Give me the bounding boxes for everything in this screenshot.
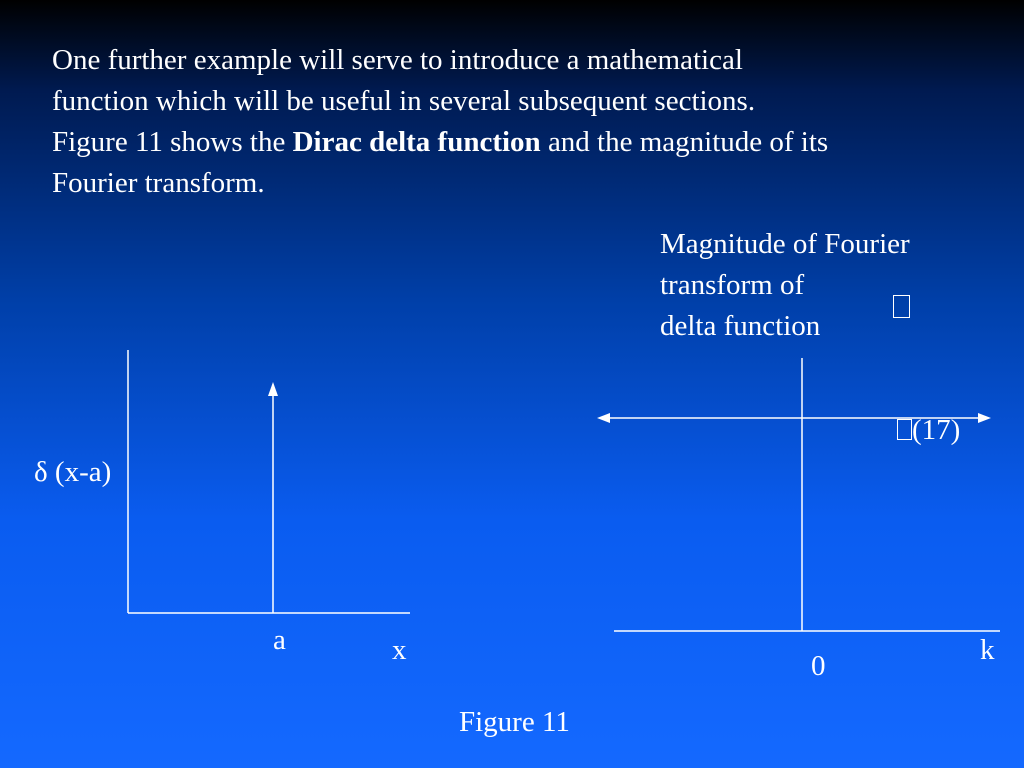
left-x-axis-label: x — [392, 634, 407, 666]
equation-reference: (17) — [912, 414, 961, 446]
missing-glyph-box-icon — [897, 419, 912, 440]
missing-glyph-box-icon — [893, 295, 910, 318]
constant-line-left-arrowhead — [597, 413, 610, 423]
delta-function-label: δ (x-a) — [34, 456, 112, 488]
figure-caption: Figure 11 — [459, 706, 570, 738]
dirac-delta-term: Dirac delta function — [292, 126, 541, 158]
spike-position-label: a — [273, 624, 286, 656]
fourier-caption-line-1: Magnitude of Fourier — [660, 228, 910, 260]
right-x-axis-label: k — [980, 634, 995, 666]
fourier-caption-line-2: transform of — [660, 269, 805, 301]
fourier-caption-line-3: delta function — [660, 310, 821, 342]
intro-line-3-suffix: and the magnitude of its — [540, 126, 829, 158]
constant-line-right-arrowhead — [978, 413, 991, 423]
intro-line-4: Fourier transform. — [52, 167, 265, 199]
intro-line-3-prefix: Figure 11 shows the — [52, 126, 293, 158]
fourier-caption — [660, 224, 910, 347]
delta-spike-arrowhead — [268, 382, 278, 396]
intro-line-1: One further example will serve to introduce a mathematical — [52, 44, 743, 76]
intro-line-2: function which will be useful in several subsequent sections. — [52, 85, 756, 117]
origin-label: 0 — [811, 650, 826, 682]
